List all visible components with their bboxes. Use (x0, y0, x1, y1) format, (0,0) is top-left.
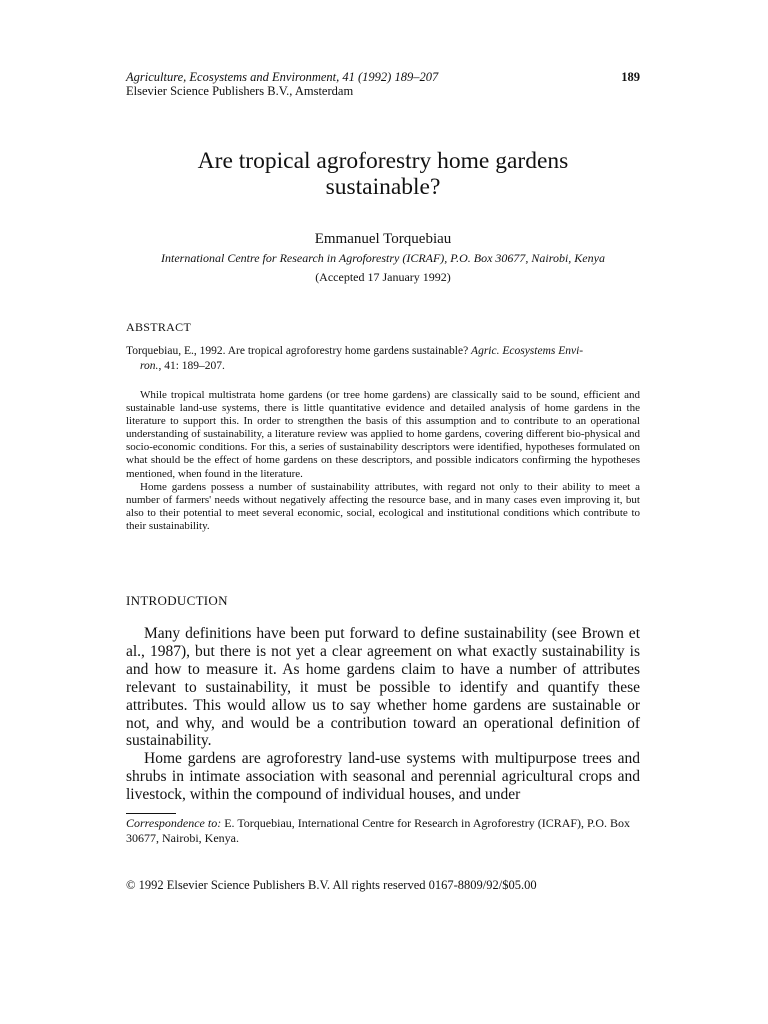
journal-citation: Agriculture, Ecosystems and Environment, 41 (1992) 189–207 (126, 70, 439, 84)
citation-pages: , 41: 189–207. (158, 359, 225, 372)
correspondence-footnote (126, 816, 640, 846)
abstract-citation (126, 344, 640, 373)
page-number: 189 (621, 70, 640, 84)
title-line-2: sustainable? (325, 174, 441, 200)
citation-text: Torquebiau, E., 1992. Are tropical agroforestry home gardens sustainable? (126, 345, 472, 357)
accepted-date: (Accepted 17 January 1992) (315, 270, 451, 284)
publisher-line: Elsevier Science Publishers B.V., Amsterdam (126, 84, 354, 98)
abstract-paragraph-1: While tropical multistrata home gardens (or tree home gardens) are classically said to be sound, efficient and sustainable land-use systems, there is little quantitative evidence and detailed analysis of home gardens in the literature to support this. In order to strengthen the basis of this assumption and to contribute to an operational understanding of sustainability, a literature review was applied to home gardens, covering different bio-physical and socio-economic conditions. For this, a series of sustainability descriptors were identified, hypotheses formulated on what should be the effect of home gardens on these descriptors, and possible indicators confirming the hypotheses mentioned, when found in the literature. (126, 389, 640, 480)
citation-journal-a: Agric. Ecosystems Envi- (471, 345, 584, 357)
abstract-body (126, 389, 640, 533)
footnote-text: E. Torquebiau, International Centre for Research in Agroforestry (ICRAF), P.O. Box 30677, Nairobi, Kenya. (126, 816, 631, 845)
abstract-heading: ABSTRACT (126, 320, 192, 334)
author-affiliation: International Centre for Research in Agroforestry (ICRAF), P.O. Box 30677, Nairobi, Kenya (161, 251, 605, 265)
copyright-line: © 1992 Elsevier Science Publishers B.V. All rights reserved 0167-8809/92/$05.00 (126, 878, 537, 892)
title-line-1: Are tropical agroforestry home gardens (197, 148, 569, 174)
intro-paragraph-2: Home gardens are agroforestry land-use systems with multipurpose trees and shrubs in intimate association with seasonal and perennial agricultural crops and livestock, within the compound of individual houses, and under (126, 750, 640, 804)
abstract-paragraph-2: Home gardens possess a number of sustainability attributes, with regard not only to their ability to meet a number of farmers' needs without negatively affecting the resource base, and in many cases even improving it, but also to their potential to meet several economic, social, ecological and institutional conditions which contribute to their sustainability. (126, 480, 640, 532)
intro-paragraph-1: Many definitions have been put forward to define sustainability (see Brown et al., 1987), but there is not yet a clear agreement on what exactly sustainability is and how to measure it. As home gardens claim to have a number of attributes relevant to sustainability, it must be possible to identify and quantify these attributes. This would allow us to say whether home gardens are sustainable or not, and why, and would be a contribution toward an operational definition of sustainability. (126, 625, 640, 750)
author-name: Emmanuel Torquebiau (314, 231, 452, 247)
article-title (126, 148, 640, 200)
footnote-divider (126, 813, 176, 814)
introduction-heading: INTRODUCTION (126, 593, 228, 608)
citation-journal-b: ron. (140, 359, 159, 372)
footnote-label: Correspondence to: (126, 816, 222, 830)
introduction-body (126, 625, 640, 804)
citation-continuation (126, 359, 640, 374)
